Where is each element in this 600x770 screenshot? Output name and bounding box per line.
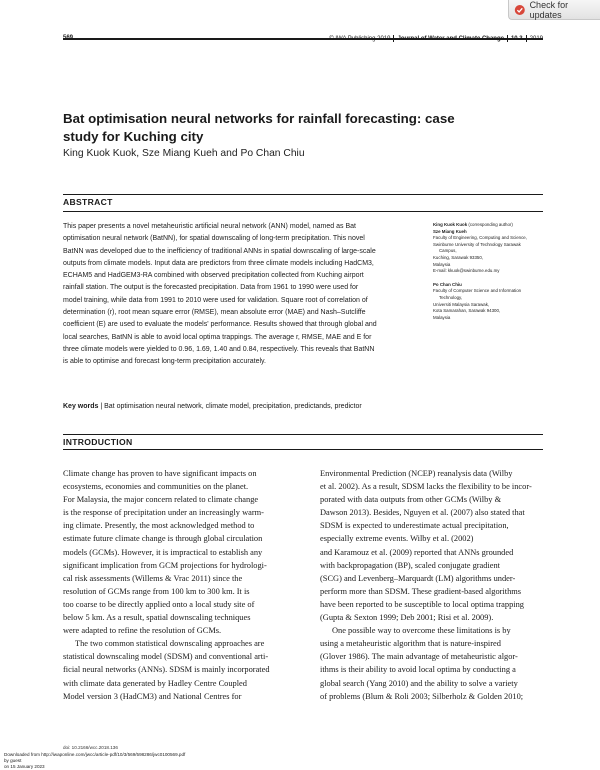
article-doi[interactable]: doi: 10.2166/wcc.2018.136 [63, 745, 118, 750]
body-line: (Glover 1986). The main advantage of metaheuristic algor- [320, 652, 518, 662]
copyright: © IWA Publishing 2019 [329, 35, 391, 42]
affiliation-line: Malaysia [433, 314, 451, 320]
abstract-bottom-rule [63, 211, 543, 212]
introduction-heading: INTRODUCTION [63, 437, 133, 447]
affiliation-line: Swinburne University of Technology Sarawak [433, 241, 521, 247]
header-separator [393, 35, 394, 42]
affiliation-line: Universiti Malaysia Sarawak, [433, 301, 490, 307]
body-line: Environmental Prediction (NCEP) reanalysis data (Wilby [320, 469, 513, 478]
body-line: perform more than SDSM. These gradient-based algorithms [320, 586, 522, 596]
body-line: estimate future climate change is through global circulation [63, 534, 263, 544]
abstract-line: determination (r), root mean square error (RMSE), mean absolute error (MAE) and Nash–Sutcliffe [63, 309, 366, 317]
running-header [329, 35, 543, 42]
abstract-line: local searches, BatNN is able to avoid local optima trappings. The average r, RMSE, MAE and E for [63, 333, 372, 341]
abstract-heading: ABSTRACT [63, 197, 113, 207]
body-line: SDSM is expected to underestimate actual precipitation, [320, 521, 509, 531]
body-line: ficial neural networks (ANNs). SDSM is mainly incorporated [63, 665, 270, 675]
keywords-text: Bat optimisation neural network, climate model, precipitation, predictands, predictor [104, 403, 362, 410]
abstract-line: rainfall station. The output is the forecasted precipitation. Data from 1961 to 1990 were used for [63, 284, 359, 292]
abstract-line: three climate models were yielded to 0.96, 1.69, 1.40 and 0.84, respectively. This reveals that BatNN [63, 345, 375, 353]
introduction-top-rule [63, 434, 543, 435]
body-line: especially extreme events. Wilby et al. (2002) [320, 534, 474, 544]
body-line: porated with data outputs from other GCMs (Wilby & [320, 495, 502, 505]
body-line: One possible way to overcome these limitations is by [332, 626, 511, 636]
body-line: with backpropagation (BP), scaled conjugate gradient [320, 560, 501, 570]
body-column-right [320, 467, 548, 703]
affiliation-email[interactable]: E-mail: kkuok@swinburne.edu.my [433, 268, 500, 274]
body-line: et al. 2002). As a result, SDSM lacks the flexibility to be incor- [320, 482, 532, 492]
affiliation-line: Malaysia [433, 261, 451, 267]
journal-volume: 10.3 [510, 35, 523, 42]
body-line: ecosystems, economies and communities on the planet. [63, 482, 249, 492]
body-line: statistical downscaling model (SDSM) and conventional arti- [63, 652, 269, 662]
affiliation-author-name: Sze Miang Kueh [433, 228, 467, 234]
journal-name: Journal of Water and Climate Change [397, 35, 504, 42]
body-line: ing climate. Presently, the most acknowledged method to [63, 521, 255, 531]
body-line: Climate change has proven to have significant impacts on [63, 469, 257, 478]
footer-line[interactable]: Downloaded from http://iwaponline.com/jwcc/article-pdf/10/3/569/598286/jwc0100569.pdf [4, 752, 186, 757]
affiliation-author-name: Po Chan Chiu [433, 281, 462, 287]
abstract-body [63, 221, 418, 369]
body-column-left [63, 467, 291, 703]
footer-line: on 15 January 2023 [4, 764, 45, 769]
body-line: Dawson 2013). Besides, Nguyen et al. (2007) also stated that [320, 508, 525, 518]
page-number: 569 [63, 35, 74, 41]
introduction-bottom-rule [63, 449, 543, 450]
body-line: Model version 3 (HadCM3) and National Centres for [63, 691, 242, 701]
body-line: and Karamouz et al. (2009) reported that ANNs grounded [320, 547, 514, 557]
keywords-label: Key words [63, 403, 99, 410]
check-for-updates-badge[interactable] [508, 0, 600, 20]
body-line: (Gupta & Sexton 1999; Deb 2001; Risi et al. 2009). [320, 613, 494, 623]
keywords [63, 401, 423, 412]
affiliation-line: Kuching, Sarawak 93350, [433, 254, 484, 260]
body-line: have been reported to be susceptible to local optima trapping [320, 599, 524, 609]
abstract-line: is able to optimise and forecast long-term precipitation accurately. [63, 358, 266, 366]
body-line: of problems (Blum & Roli 2003; Silberholz & Golden 2010; [320, 691, 524, 701]
body-line: with climate data generated by Hadley Centre Coupled [63, 678, 247, 688]
keywords-separator: | [100, 403, 105, 410]
affiliation-line: Kota Samarahan, Sarawak 94300, [433, 308, 501, 314]
abstract-top-rule [63, 194, 543, 195]
affiliation-line: Campus, [439, 248, 457, 254]
article-authors: King Kuok Kuok, Sze Miang Kueh and Po Chan Chiu [63, 148, 305, 159]
abstract-line: model training, while data from 1991 to 2010 were used for validation. Square root of correlation of [63, 296, 368, 304]
abstract-line: outputs from climate models. Input data are predictors from three climate models including HadCM3, [63, 259, 374, 267]
body-line: below 5 km. As a result, spatial downscaling techniques [63, 613, 251, 623]
body-line: resolution of GCMs range from 100 km to 300 km. It is [63, 586, 250, 596]
affiliation-line: Faculty of Engineering, Computing and Science, [433, 235, 527, 241]
abstract-line: BatNN was developed due to the inefficiency of traditional ANNs in spatial downscaling of large-scale [63, 247, 376, 255]
footer-line: by guest [4, 758, 22, 763]
body-line: (SCG) and Levenberg–Marquardt (LM) algorithms under- [320, 573, 516, 583]
body-line: were adapted to refine the resolution of GCMs. [63, 626, 222, 636]
body-line: The two common statistical downscaling approaches are [75, 639, 265, 649]
body-line: cal risk assessments (Willems & Vrac 2011) since the [63, 573, 243, 583]
abstract-line: coefficient (E) are used to evaluate the models' performance. Results showed that through global and [63, 321, 377, 329]
body-line: global search (Yang 2010) and the ability to solve a variety [320, 678, 518, 688]
body-line: models (GCMs). However, it is impractical to establish any [63, 547, 263, 557]
body-line: too coarse to be directly applied onto a local study site of [63, 599, 255, 609]
body-line: significant implication from GCM projections for hydrologi- [63, 560, 267, 570]
affiliation-line: Faculty of Computer Science and Information [433, 288, 522, 294]
author-affiliations [433, 222, 551, 321]
header-separator [507, 35, 508, 42]
journal-year: 2019 [529, 35, 543, 42]
affiliation-line: Technology, [439, 294, 463, 300]
body-line: using a metaheuristic algorithm that is nature-inspired [320, 639, 501, 649]
abstract-line: This paper presents a novel metaheuristic artificial neural network (ANN) model, named as Bat [63, 223, 356, 230]
abstract-line: optimisation neural network (BatNN), for spatial downscaling of long-term precipitation. This novel [63, 235, 365, 243]
body-line: ithms is their ability to avoid local optima by conducting a [320, 665, 516, 675]
body-line: For Malaysia, the major concern related to climate change [63, 495, 259, 505]
article-title: Bat optimisation neural networks for rainfall forecasting: case study for Kuching city [63, 111, 455, 144]
corresponding-note: (corresponding author) [468, 222, 513, 227]
header-separator [526, 35, 527, 42]
body-line: is the response of precipitation under an increasingly warm- [63, 508, 264, 518]
abstract-line: ECHAM5 and HadGEM3-RA combined with observed precipitation collected from Kuching airport [63, 272, 364, 280]
update-icon [514, 4, 526, 16]
affiliation-author-name: King Kuok Kuok [433, 222, 468, 227]
download-footer [4, 752, 185, 770]
badge-label: Check for updates [529, 0, 569, 20]
